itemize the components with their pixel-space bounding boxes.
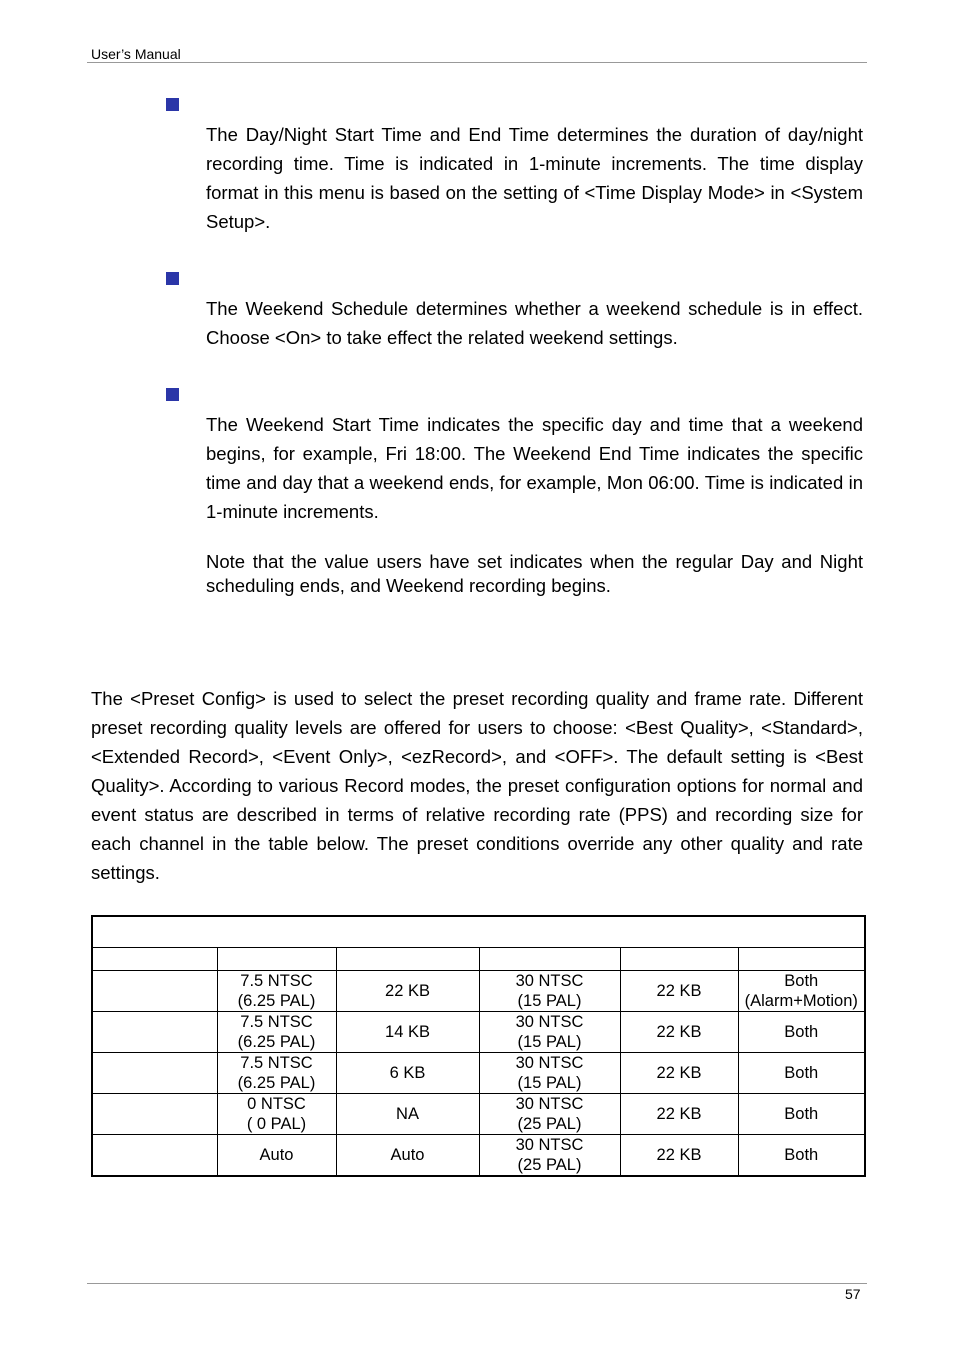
- table-row: [92, 1011, 865, 1052]
- table-cell: Auto: [336, 1134, 479, 1176]
- weekend-time-paragraph: The Weekend Start Time indicates the specific day and time that a weekend begins, for example, Fri 18:00. The Weekend End Time indicates the specific time and day that a weekend ends, for example, Mon 06:00. Time is indicated in 1-minute increments.: [206, 414, 863, 522]
- table-cell: [92, 1011, 217, 1052]
- table-header-cell: [738, 947, 865, 970]
- weekend-schedule-paragraph: The Weekend Schedule determines whether a weekend schedule is in effect. Choose <On> to take effect the related weekend settings.: [206, 298, 863, 348]
- table-cell: 30 NTSC (15 PAL): [479, 1052, 620, 1093]
- table-row: [92, 1052, 865, 1093]
- table-cell: Both: [738, 1134, 865, 1176]
- table-cell: [92, 1093, 217, 1134]
- day-night-time-paragraph: The Day/Night Start Time and End Time determines the duration of day/night recording time. Time is indicated in 1-minute increments. The time display format in this menu is based on the setting of <Time Display Mode> in <System Setup>.: [206, 124, 863, 232]
- table-row: [92, 970, 865, 1011]
- table-header-cell: [620, 947, 738, 970]
- table-cell: Both: [738, 1093, 865, 1134]
- section-bullet-icon: [166, 272, 179, 285]
- table-cell: 22 KB: [620, 970, 738, 1011]
- table-cell: NA: [336, 1093, 479, 1134]
- table-header-cell: [336, 947, 479, 970]
- table-cell: 7.5 NTSC (6.25 PAL): [217, 1052, 336, 1093]
- preset-config-table: [91, 915, 866, 1177]
- table-header-cell: [479, 947, 620, 970]
- table-cell: Both: [738, 1011, 865, 1052]
- table-cell: 30 NTSC (25 PAL): [479, 1134, 620, 1176]
- table-cell: 22 KB: [620, 1052, 738, 1093]
- table-cell: 30 NTSC (15 PAL): [479, 970, 620, 1011]
- table-header-cell: [217, 947, 336, 970]
- table-cell: 22 KB: [620, 1093, 738, 1134]
- page-number: 57: [845, 1286, 861, 1302]
- table-cell: 30 NTSC (25 PAL): [479, 1093, 620, 1134]
- table-cell: 30 NTSC (15 PAL): [479, 1011, 620, 1052]
- table-cell: Both: [738, 1052, 865, 1093]
- table-cell: [92, 1134, 217, 1176]
- preset-config-paragraph: The <Preset Config> is used to select the preset recording quality and frame rate. Different preset recording quality levels are offered for users to choose: <Best Quality>, <Standard>, <Extended Record>, <Event Only>, <ezRecord>, and <OFF>. The default setting is <Best Quality>. According to various Record modes, the preset configuration options for normal and event status are described in terms of relative recording rate (PPS) and recording size for each channel in the table below. The preset conditions override any other quality and rate settings.: [91, 688, 863, 883]
- table-header-cell: [92, 947, 217, 970]
- section-bullet-icon: [166, 388, 179, 401]
- table-cell: 7.5 NTSC (6.25 PAL): [217, 1011, 336, 1052]
- table-cell: Both (Alarm+Motion): [738, 970, 865, 1011]
- weekend-note-paragraph: Note that the value users have set indicates when the regular Day and Night scheduling ends, and Weekend recording begins.: [206, 551, 863, 596]
- section-bullet-icon: [166, 98, 179, 111]
- table-cell: 22 KB: [620, 1011, 738, 1052]
- table-row: [92, 1093, 865, 1134]
- table-cell: 22 KB: [620, 1134, 738, 1176]
- table-cell: 22 KB: [336, 970, 479, 1011]
- table-cell: 6 KB: [336, 1052, 479, 1093]
- header-rule: [87, 62, 867, 63]
- table-title-cell: [92, 916, 865, 947]
- table-cell: 7.5 NTSC (6.25 PAL): [217, 970, 336, 1011]
- table-cell: 0 NTSC ( 0 PAL): [217, 1093, 336, 1134]
- table-cell: Auto: [217, 1134, 336, 1176]
- table-title-row: [92, 916, 865, 947]
- table-row: [92, 1134, 865, 1176]
- table-header-row: [92, 947, 865, 970]
- running-header: User’s Manual: [91, 46, 181, 62]
- table-cell: 14 KB: [336, 1011, 479, 1052]
- table-cell: [92, 970, 217, 1011]
- table-cell: [92, 1052, 217, 1093]
- footer-rule: [87, 1283, 867, 1284]
